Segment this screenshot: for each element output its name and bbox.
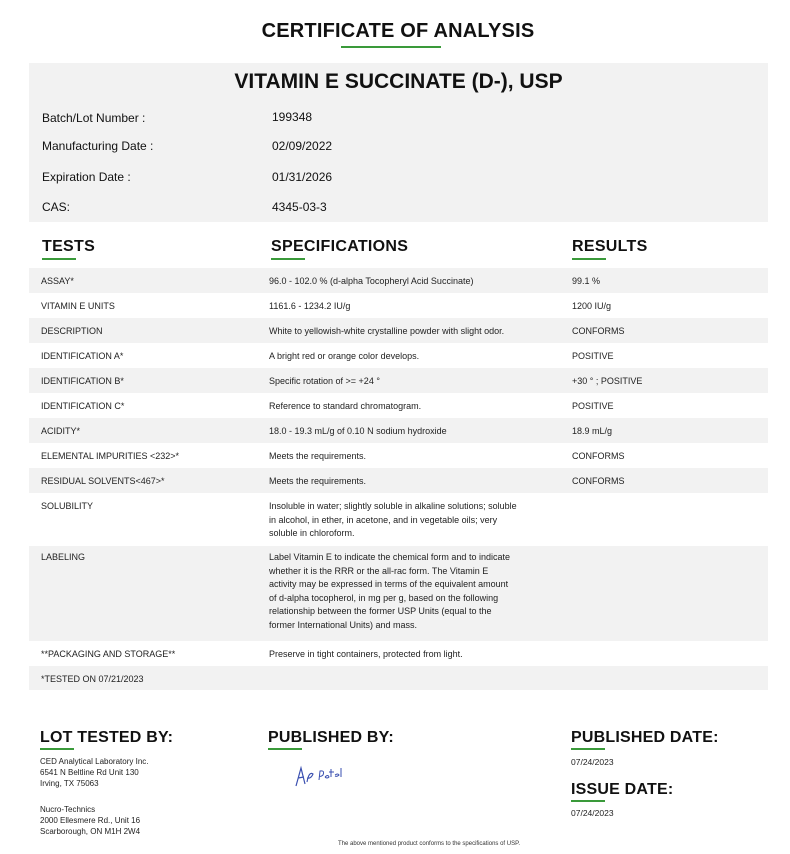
test-name: ASSAY* (41, 276, 74, 286)
tests-header-underline (42, 258, 76, 260)
test-result: 18.9 mL/g (572, 426, 613, 436)
published-date-heading: PUBLISHED DATE: (571, 729, 719, 746)
test-spec: Specific rotation of >= +24 ° (269, 376, 380, 386)
table-row (29, 393, 768, 418)
test-name: LABELING (41, 552, 86, 562)
table-row (29, 641, 768, 666)
product-title: VITAMIN E SUCCINATE (D-), USP (234, 70, 563, 93)
document-title: CERTIFICATE OF ANALYSIS (261, 20, 535, 42)
test-result: +30 ° ; POSITIVE (572, 376, 643, 386)
published-by-underline (268, 748, 302, 750)
results-header-underline (572, 258, 606, 260)
test-name: ACIDITY* (41, 426, 81, 436)
specifications-header-underline (271, 258, 305, 260)
conformance-note: The above mentioned product conforms to the specifications of USP. (338, 841, 520, 847)
published-by-heading: PUBLISHED BY: (268, 729, 394, 746)
table-row (29, 293, 768, 318)
address-line: Nucro-Technics (40, 805, 96, 814)
test-spec: A bright red or orange color develops. (269, 351, 420, 361)
table-row (29, 418, 768, 443)
spec-line: Insoluble in water; slightly soluble in alkaline solutions; soluble (269, 501, 517, 511)
test-result: CONFORMS (572, 451, 625, 461)
table-row (29, 468, 768, 493)
table-row (29, 493, 768, 546)
address-line: 6541 N Beltline Rd Unit 130 (40, 768, 139, 777)
test-result: 1200 IU/g (572, 301, 612, 311)
lab-address-2 (40, 804, 140, 837)
test-spec (269, 500, 539, 541)
spec-line: of d-alpha tocopherol, in mg per g, based on the following (269, 592, 499, 603)
issue-date-underline (571, 800, 605, 802)
spec-line: whether it is the RRR or the all-rac form. The Vitamin E (269, 565, 489, 576)
batch-label: Batch/Lot Number : (42, 111, 146, 125)
address-line: CED Analytical Laboratory Inc. (40, 757, 149, 766)
test-spec (269, 551, 539, 632)
address-line: Scarborough, ON M1H 2W4 (40, 827, 141, 836)
test-spec: White to yellowish-white crystalline powder with slight odor. (269, 326, 505, 336)
spec-line: soluble in chloroform. (269, 528, 355, 538)
table-row (29, 443, 768, 468)
address-line: Irving, TX 75063 (40, 779, 99, 788)
expiration-date-value: 01/31/2026 (272, 170, 333, 184)
signature-image (292, 762, 348, 790)
table-row (29, 343, 768, 368)
tests-header: TESTS (42, 238, 96, 255)
spec-line: former International Units) and mass. (269, 619, 418, 630)
spec-line: in alcohol, in ether, in acetone, and in vegetable oils; very (269, 514, 498, 525)
specifications-header: SPECIFICATIONS (271, 238, 409, 255)
cas-label: CAS: (42, 200, 71, 214)
test-result: POSITIVE (572, 351, 614, 361)
test-name: IDENTIFICATION B* (41, 376, 124, 386)
test-name: **PACKAGING AND STORAGE** (41, 649, 176, 659)
test-name: IDENTIFICATION C* (41, 401, 125, 411)
test-spec: Reference to standard chromatogram. (269, 401, 422, 411)
test-name: IDENTIFICATION A* (41, 351, 124, 361)
tested-on-note: *TESTED ON 07/21/2023 (41, 674, 144, 684)
test-name: RESIDUAL SOLVENTS<467>* (41, 476, 165, 486)
table-row (29, 268, 768, 293)
spec-line: Label Vitamin E to indicate the chemical form and to indicate (269, 552, 510, 562)
lot-tested-by-underline (40, 748, 74, 750)
batch-value: 199348 (272, 110, 313, 124)
test-spec: Preserve in tight containers, protected from light. (269, 649, 463, 659)
cas-value: 4345-03-3 (272, 200, 327, 214)
address-line: 2000 Ellesmere Rd., Unit 16 (40, 816, 141, 825)
test-name: SOLUBILITY (41, 501, 94, 511)
test-spec: 96.0 - 102.0 % (d-alpha Tocopheryl Acid Succinate) (269, 276, 474, 286)
test-result: CONFORMS (572, 476, 625, 486)
lab-address-1 (40, 756, 149, 789)
manufacturing-date-label: Manufacturing Date : (42, 139, 154, 153)
test-name: ELEMENTAL IMPURITIES <232>* (41, 451, 180, 461)
test-result: 99.1 % (572, 276, 601, 286)
test-spec: Meets the requirements. (269, 451, 367, 461)
test-name: VITAMIN E UNITS (41, 301, 115, 311)
test-result: POSITIVE (572, 401, 614, 411)
product-info-panel (29, 63, 768, 222)
table-row (29, 318, 768, 343)
issue-date-value: 07/24/2023 (571, 808, 614, 818)
spec-line: relationship between the former USP Units (equal to the (269, 606, 492, 616)
issue-date-heading: ISSUE DATE: (571, 781, 674, 798)
spec-line: activity may be expressed in terms of the equivalent amount (269, 579, 509, 589)
test-name: DESCRIPTION (41, 326, 103, 336)
lot-tested-by-heading: LOT TESTED BY: (40, 729, 174, 746)
test-spec: 18.0 - 19.3 mL/g of 0.10 N sodium hydroxide (269, 426, 447, 436)
published-date-underline (571, 748, 605, 750)
test-result: CONFORMS (572, 326, 625, 336)
published-date-value: 07/24/2023 (571, 757, 614, 767)
table-row (29, 368, 768, 393)
test-spec: Meets the requirements. (269, 476, 367, 486)
tested-on-row (29, 666, 768, 690)
manufacturing-date-value: 02/09/2022 (272, 139, 333, 153)
table-row (29, 546, 768, 641)
test-spec: 1161.6 - 1234.2 IU/g (269, 301, 351, 311)
expiration-date-label: Expiration Date : (42, 170, 131, 184)
title-underline (341, 46, 441, 48)
results-header: RESULTS (572, 238, 648, 255)
